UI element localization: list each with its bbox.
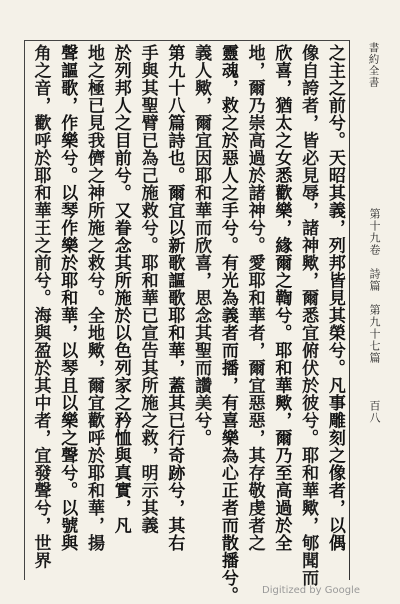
text-column: 聲謳歌，作樂兮。以琴作樂於耶和華，以琴且以樂之聲兮。以號與	[57, 44, 78, 552]
text-column: 之主之前兮。天昭其義，列邦皆見其榮兮。凡事雕刻之像者，以偶	[324, 44, 345, 552]
chapter-label: 第九十七篇	[368, 304, 381, 364]
section-label: 詩篇	[368, 268, 381, 292]
text-column: 像自誇者，皆必見辱，諸神歟，爾悉宜俯伏於彼兮。耶和華歟，郇聞而	[298, 44, 319, 587]
page-margin	[354, 40, 394, 580]
volume-label: 第十九卷	[368, 208, 381, 256]
text-column: 手與其聖臂已為己施救兮。耶和華已宣告其所施之救，明示其義	[137, 44, 158, 534]
text-column: 欣喜，猶太之女悉歡樂，緣爾之鞫兮。耶和華歟，爾乃至高過於全	[271, 44, 292, 552]
text-column: 角之音，歡呼於耶和華王之前兮。海與盈於其中者，宜發聲兮，世界	[30, 44, 51, 569]
text-column: 義人歟，爾宜因耶和華而欣喜，思念其聖而讚美兮。	[191, 44, 212, 447]
text-column: 靈魂，救之於惡人之手兮。有光為義者而播，有喜樂為心正者而散播兮。	[217, 44, 238, 604]
book-title: 書約全書	[367, 42, 380, 88]
text-column: 第九十八篇詩也。爾宜以新歌謳歌耶和華，蓋其已行奇跡兮，其右	[164, 44, 185, 552]
page-number: 百八	[368, 400, 381, 424]
text-column: 地，爾乃崇高過於諸神兮。愛耶和華者，爾宜惡惡，其存敬虔者之	[244, 44, 265, 552]
text-column: 於列邦人之目前兮。又眷念其所施於以色列家之矜恤與真實，凡	[110, 44, 131, 534]
digitized-watermark: Digitized by Google	[262, 585, 360, 596]
text-column: 地之極已見我儕之神所施之救兮。全地歟，爾宜歡呼於耶和華，揚	[84, 44, 105, 552]
